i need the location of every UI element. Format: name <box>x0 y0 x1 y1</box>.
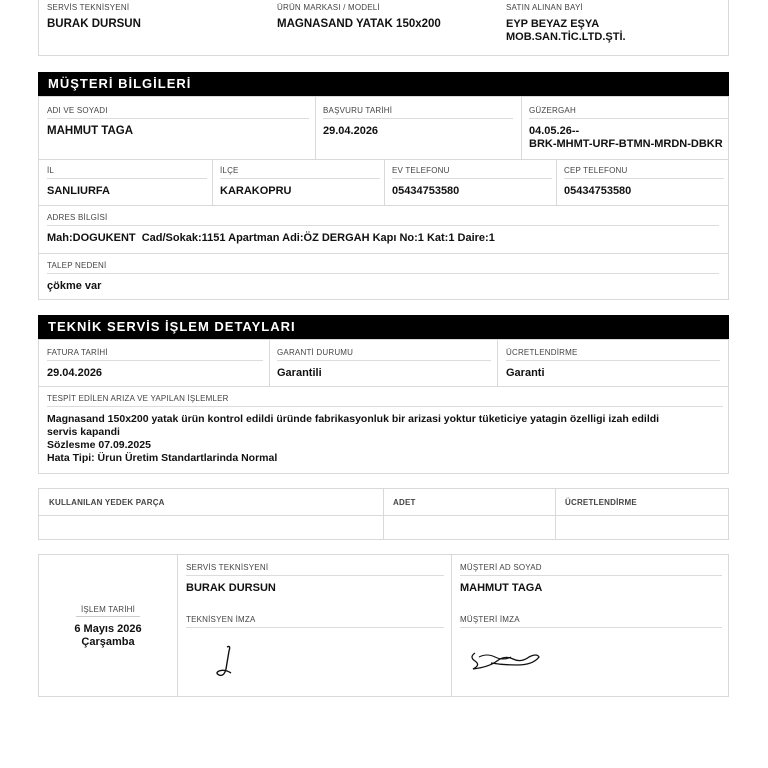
customer-signature-cell <box>460 615 722 628</box>
divider <box>39 253 728 254</box>
findings-cell <box>47 394 723 465</box>
city-cell <box>47 166 207 198</box>
signoff-box <box>38 554 729 697</box>
request-reason-label: TALEP NEDENİ <box>47 261 719 274</box>
product-label: ÜRÜN MARKASI / MODELİ <box>277 3 380 12</box>
technician-label: SERVİS TEKNİSYENİ <box>47 3 130 12</box>
findings-line4: Hata Tipi: Ürun Üretim Standartlarinda Normal <box>47 452 278 464</box>
city-label: İL <box>47 166 207 179</box>
divider <box>384 159 385 205</box>
signoff-customer-value: MAHMUT TAGA <box>460 582 543 594</box>
signoff-technician-label: SERVİS TEKNİSYENİ <box>186 563 444 576</box>
invoice-date-label: FATURA TARİHİ <box>47 348 263 361</box>
divider <box>212 159 213 205</box>
parts-column-header: KULLANILAN YEDEK PARÇA <box>49 498 165 507</box>
warranty-label: GARANTİ DURUMU <box>277 348 491 361</box>
technician-value: BURAK DURSUN <box>47 18 141 30</box>
city-value: SANLIURFA <box>47 185 110 197</box>
findings-label: TESPİT EDİLEN ARIZA VE YAPILAN İŞLEMLER <box>47 394 723 407</box>
customer-section-header: MÜŞTERİ BİLGİLERİ <box>38 72 729 96</box>
route-line2: BRK-MHMT-URF-BTMN-MRDN-DBKR <box>529 138 723 150</box>
divider <box>269 340 270 386</box>
district-value: KARAKOPRU <box>220 185 292 197</box>
service-section-header: TEKNİK SERVİS İŞLEM DETAYLARI <box>38 315 729 339</box>
signoff-customer-cell <box>460 563 722 595</box>
request-reason-value: çökme var <box>47 280 102 292</box>
customer-name-cell <box>47 106 309 138</box>
route-label: GÜZERGAH <box>529 106 729 119</box>
address-cell <box>47 213 719 245</box>
fee-column-header: ÜCRETLENDİRME <box>565 498 637 507</box>
home-phone-value: 05434753580 <box>392 185 460 197</box>
customer-signature <box>467 645 547 675</box>
divider <box>521 97 522 159</box>
dealer-line1: EYP BEYAZ EŞYA <box>506 18 600 30</box>
divider <box>76 616 140 617</box>
divider <box>451 555 452 696</box>
home-phone-cell <box>392 166 552 198</box>
findings-line2: servis kapandi <box>47 426 120 438</box>
service-details-box <box>38 339 729 474</box>
process-date-label: İŞLEM TARİHİ <box>80 605 136 614</box>
product-value: MAGNASAND YATAK 150x200 <box>277 18 441 30</box>
dealer-line2: MOB.SAN.TİC.LTD.ŞTİ. <box>506 31 626 43</box>
fee-cell <box>506 348 720 380</box>
top-info-box <box>38 0 729 56</box>
signoff-technician-cell <box>186 563 444 595</box>
fee-value: Garanti <box>506 367 545 379</box>
customer-info-box <box>38 96 729 300</box>
home-phone-label: EV TELEFONU <box>392 166 552 179</box>
application-date-label: BAŞVURU TARİHİ <box>323 106 513 119</box>
customer-name-label: ADI VE SOYADI <box>47 106 309 119</box>
process-date-value: 6 Mayıs 2026 <box>74 623 142 635</box>
findings-line1: Magnasand 150x200 yatak ürün kontrol edildi üründe fabrikasyonluk bir arizasi yoktur tüketiciye yatagin özelligi izah edildi <box>47 413 660 425</box>
technician-signature-label: TEKNİSYEN İMZA <box>186 615 444 628</box>
technician-signature-cell <box>186 615 444 628</box>
dealer-label: SATIN ALINAN BAYİ <box>506 3 583 12</box>
invoice-date-value: 29.04.2026 <box>47 367 103 379</box>
customer-name-value: MAHMUT TAGA <box>47 125 134 137</box>
mobile-phone-value: 05434753580 <box>564 185 632 197</box>
application-date-value: 29.04.2026 <box>323 125 379 137</box>
mobile-phone-cell <box>564 166 724 198</box>
fee-label: ÜCRETLENDİRME <box>506 348 720 361</box>
invoice-date-cell <box>47 348 263 380</box>
product-cell <box>277 3 491 31</box>
divider <box>497 340 498 386</box>
address-value: Mah:DOGUKENT Cad/Sokak:1151 Apartman Adi:ÖZ DERGAH Kapı No:1 Kat:1 Daire:1 <box>47 232 495 244</box>
district-label: İLÇE <box>220 166 380 179</box>
request-reason-cell <box>47 261 719 293</box>
address-label: ADRES BİLGİSİ <box>47 213 719 226</box>
divider <box>39 515 728 516</box>
district-cell <box>220 166 380 198</box>
warranty-value: Garantili <box>277 367 322 379</box>
customer-signature-label: MÜŞTERİ İMZA <box>460 615 722 628</box>
technician-signature <box>211 643 241 683</box>
divider <box>556 159 557 205</box>
mobile-phone-label: CEP TELEFONU <box>564 166 724 179</box>
quantity-column-header: ADET <box>393 498 416 507</box>
signoff-technician-value: BURAK DURSUN <box>186 582 276 594</box>
signoff-customer-label: MÜŞTERİ AD SOYAD <box>460 563 722 576</box>
technician-cell <box>47 3 261 31</box>
divider <box>383 489 384 539</box>
dealer-cell <box>506 3 720 44</box>
application-date-cell <box>323 106 513 138</box>
divider <box>315 97 316 159</box>
route-line1: 04.05.26-- <box>529 125 580 137</box>
divider <box>39 386 728 387</box>
findings-line3: Sözlesme 07.09.2025 <box>47 439 151 451</box>
divider <box>39 205 728 206</box>
route-cell <box>529 106 729 151</box>
divider <box>177 555 178 696</box>
spare-parts-table <box>38 488 729 540</box>
process-day-value: Çarşamba <box>81 636 135 648</box>
process-date-cell <box>39 555 177 696</box>
divider <box>555 489 556 539</box>
warranty-cell <box>277 348 491 380</box>
